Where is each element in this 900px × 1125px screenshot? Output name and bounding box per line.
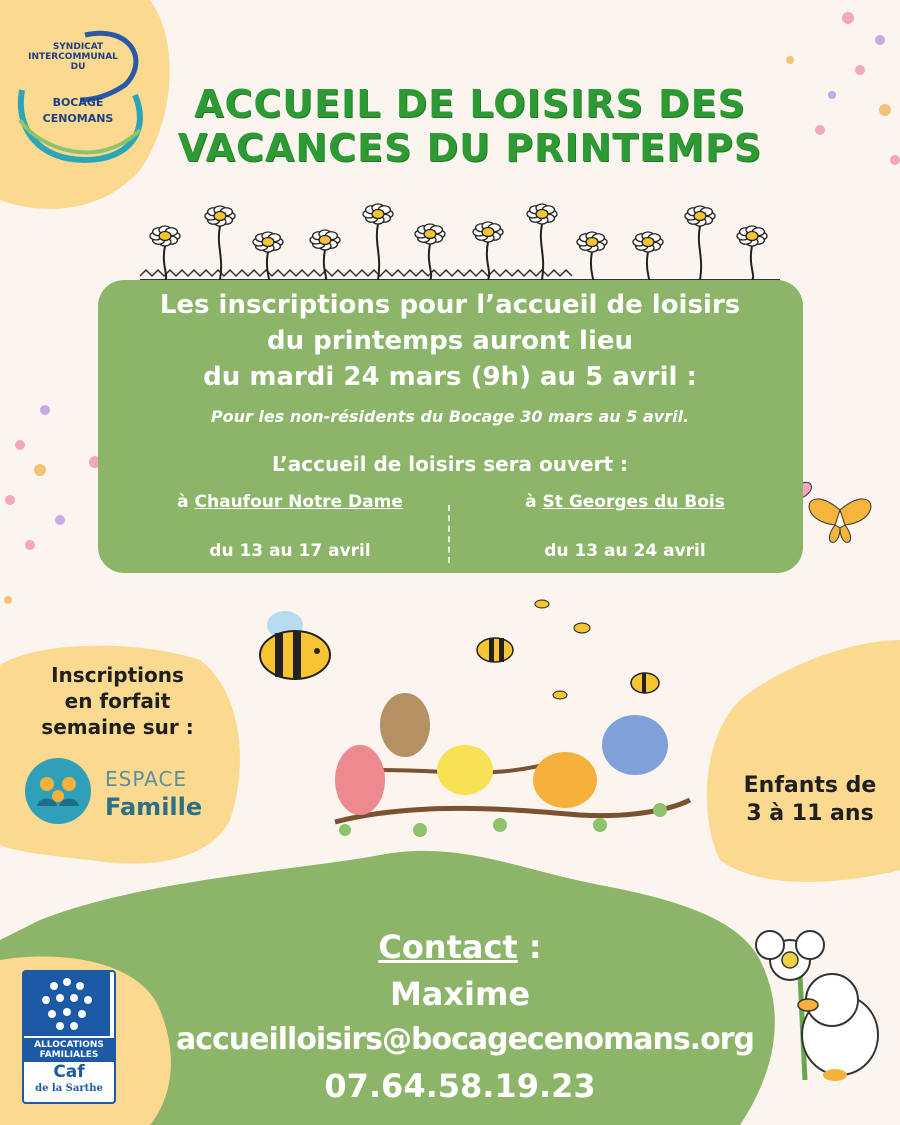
contact-name: Maxime [389,975,531,1013]
caf-allocations: ALLOCATIONS FAMILIALES [22,1038,116,1062]
caf-name: Caf [53,1062,85,1082]
daisy-center [642,238,654,247]
title-line-2: VACANCES DU PRINTEMPS [177,126,763,170]
daisy-stem [377,224,379,280]
bee-small [477,638,513,662]
daisy-center [586,238,598,247]
daisy-center [536,210,548,219]
famille-word: Famille [105,793,203,821]
poster-title [150,82,790,170]
contact-colon: : [517,928,542,966]
logo-text-intercommunal: INTERCOMMUNAL [28,52,118,62]
opening-label: L’accueil de loisirs sera ouvert : [272,452,628,476]
daisy-center [214,212,226,221]
daisy-stem [751,246,753,280]
age-line-2: 3 à 11 ans [746,801,874,826]
daisy-stem [267,252,269,280]
logo-text-cenomans: CENOMANS [42,112,114,125]
daisy-center [694,212,706,221]
daisy-stem [699,226,701,280]
site-left [110,492,470,512]
flower-row [140,270,780,280]
age-range [725,772,895,828]
registration-line-2: du printemps auront lieu [266,326,634,356]
non-residents-note: Pour les non-résidents du Bocage 30 mars au 5 avril. [210,407,690,426]
logo-text-du: DU [70,62,86,72]
daisy-center [372,210,384,219]
site-right-prefix: à [525,492,537,512]
daisy-center [424,230,436,239]
daisy-stem [324,250,326,280]
daisy-center [746,232,758,241]
duck-with-flower [756,931,878,1081]
forfait-line-3: semaine sur : [41,715,194,739]
daisy-center [159,232,171,241]
contact-label: Contact [378,928,518,966]
forfait-line-2: en forfait [64,689,171,713]
caf-region: de la Sarthe [35,1083,103,1094]
daisy-center [319,236,331,245]
butterfly-orange [809,499,871,542]
contact-email[interactable]: accueilloisirs@bocagecenomans.org [175,1022,755,1057]
site-right-dates: du 13 au 24 avril [544,541,706,561]
contact-heading [180,928,740,966]
logo-text-bocage: BOCAGE [52,96,104,109]
bee-tiny-1 [631,673,659,693]
caf-logo-figures [24,972,110,1036]
site-left-prefix: à [177,492,189,512]
contact-phone[interactable]: 07.64.58.19.23 [324,1067,596,1105]
right-blob [707,640,900,882]
daisy-stem [647,252,649,280]
daisy-center [482,228,494,237]
bee-tiny-2 [574,623,590,633]
registration-line-1: Les inscriptions pour l’accueil de loisirs [159,290,741,320]
forfait-line-1: Inscriptions [51,663,184,687]
forfait-text [20,662,215,740]
bee-big [260,611,330,679]
bee-tiny-3 [535,600,549,608]
site-right-name: St Georges du Bois [542,492,725,512]
logo-text-syndicat: SYNDICAT [52,42,104,52]
registration-line-3: du mardi 24 mars (9h) au 5 avril : [203,362,697,392]
site-right [470,492,780,512]
site-left-dates: du 13 au 17 avril [209,541,371,561]
branch-with-birds [335,693,690,837]
site-left-name: Chaufour Notre Dame [194,492,403,512]
registration-box [98,280,803,573]
age-line-1: Enfants de [743,773,877,798]
daisy-stem [591,252,593,280]
title-line-1: ACCUEIL DE LOISIRS DES [194,82,746,126]
bee-tiny-4 [553,691,567,699]
daisy-center [262,238,274,247]
family-icon [25,758,91,824]
espace-word: ESPACE [105,767,188,791]
daisy-flowers [150,204,767,280]
